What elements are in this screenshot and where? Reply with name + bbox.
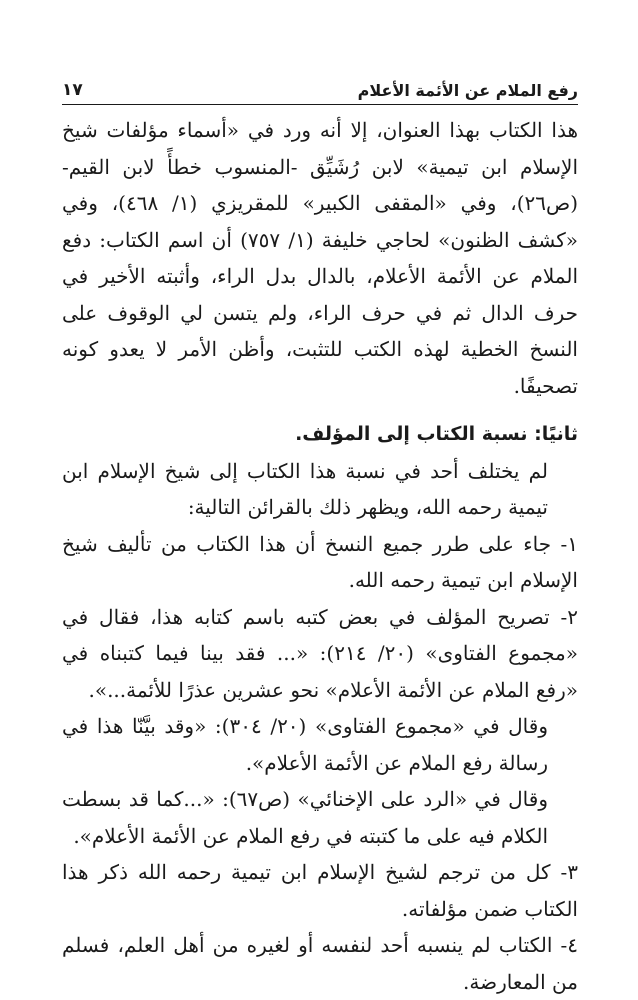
list-item-2-quote-c: وقال في «الرد على الإخنائي» (ص٦٧): «...كما قد بسطت الكلام فيه على ما كتبته في رفع الملام عن الأئمة الأعلام». [62,787,548,848]
page-header [62,70,578,100]
page-body [62,112,578,1000]
list-item-4: ٤- الكتاب لم ينسبه أحد لنفسه أو لغيره من أهل العلم، فسلم من المعارضة. [62,933,578,994]
running-title: رفع الملام عن الأئمة الأعلام [357,81,578,100]
list-item-2-quote-b: وقال في «مجموع الفتاوى» (٢٠/ ٣٠٤): «وقد بيَّنّا هذا في رسالة رفع الملام عن الأئمة الأعلام». [62,714,548,775]
paragraph-attribution: لم يختلف أحد في نسبة هذا الكتاب إلى شيخ الإسلام ابن تيمية رحمه الله، ويظهر ذلك بالقرائن التالية: [62,458,548,519]
list-item-2: ٢- تصريح المؤلف في بعض كتبه باسم كتابه هذا، فقال في «مجموع الفتاوى» (٢٠/ ٢١٤): «... فقد بينا فيما كتبناه في «رفع الملام عن الأئمة الأعلام» نحو عشرين عذرًا للأئمة...». [62,604,578,702]
list-item-3: ٣- كل من ترجم لشيخ الإسلام ابن تيمية رحمه الله ذكر هذا الكتاب ضمن مؤلفاته. [62,860,578,921]
list-item-1: ١- جاء على طرر جميع النسخ أن هذا الكتاب من تأليف شيخ الإسلام ابن تيمية رحمه الله. [62,531,578,592]
section-title: ثانيًا: نسبة الكتاب إلى المؤلف. [295,423,578,445]
paragraph-book-title-variants: هذا الكتاب بهذا العنوان، إلا أنه ورد في «أسماء مؤلفات شيخ الإسلام ابن تيمية» لابن رُشَيِّق -المنسوب خطأً لابن القيم- (ص٢٦)، وفي «المقفى الكبير» للمقريزي (١/ ٤٦٨)، وفي «كشف الظنون» لحاجي خليفة (١/ ٧٥٧) أن اسم الكتاب: دفع الملام عن الأئمة الأعلام، بالدال بدل الراء، وأثبته الأخير في حرف الدال ثم في حرف الراء، ولم يتسن لي الوقوف على النسخ الخطية لهذه الكتب للتثبت، وأظن الأمر لا يعدو كونه تصحيفًا. [62,118,578,398]
header-rule [62,104,578,105]
page-number: ١٧ [62,80,83,100]
